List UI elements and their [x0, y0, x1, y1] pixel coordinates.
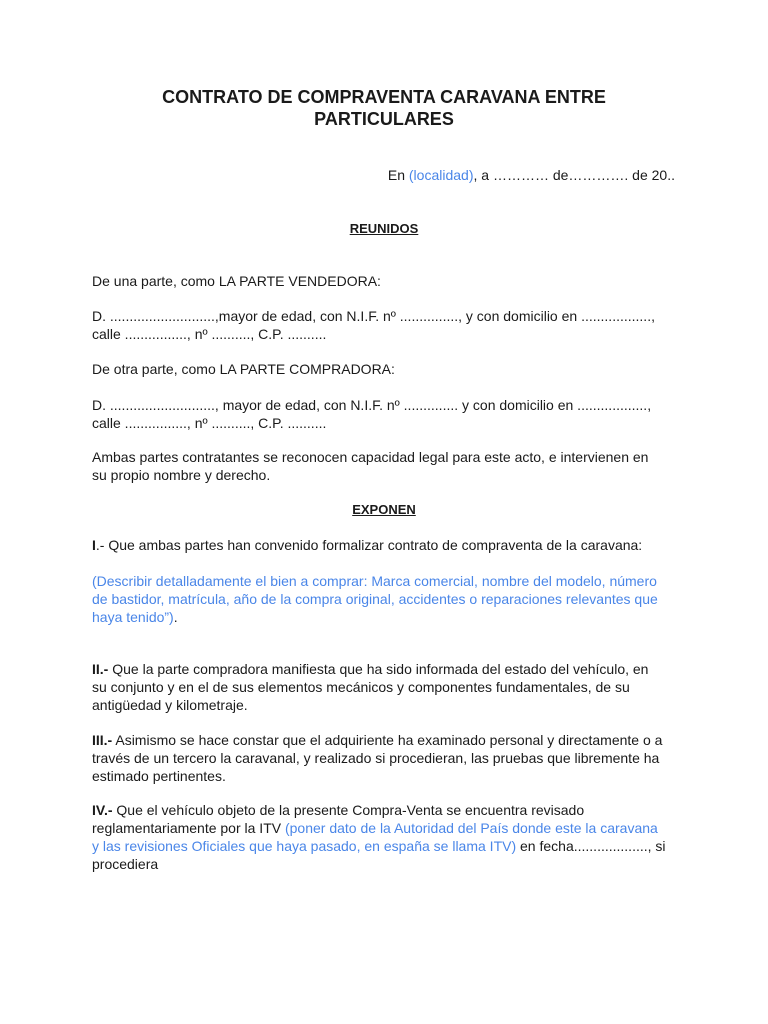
buyer-line-1: D. ..........................., mayor de edad, con N.I.F. nº .............. y con domicilio en ..................,	[92, 397, 652, 413]
clause-4-line-1: Que el vehículo objeto de la presente Compra-Venta se encuentra revisado	[112, 802, 585, 818]
clause-2	[92, 660, 676, 714]
clause-4-line-2-text: reglamentariamente por la ITV	[92, 820, 285, 836]
clause-1	[92, 536, 676, 554]
clause-2-line-1: Que la parte compradora manifiesta que ha sido informada del estado del vehículo, en	[108, 661, 649, 677]
locality-placeholder: (localidad)	[408, 167, 474, 183]
clause-4-line-3-text: en fecha..................., si	[516, 838, 666, 854]
clause-3-line-3: estimado pertinentes.	[92, 768, 226, 784]
date-prefix: En	[387, 167, 409, 183]
title-line-2: PARTICULARES	[314, 109, 454, 129]
seller-line-1: D. ...........................,mayor de edad, con N.I.F. nº ..............., y con domicilio en ..................,	[92, 308, 655, 324]
clause-2-line-3: antigüedad y kilometraje.	[92, 697, 248, 713]
capacity-line-2: su propio nombre y derecho.	[92, 467, 271, 483]
clause-4-line-3-hint: y las revisiones Oficiales que haya pasado, en españa se llama ITV)	[92, 838, 517, 854]
description-hint-line-1: (Describir detalladamente el bien a comprar: Marca comercial, nombre del modelo, número	[92, 573, 657, 589]
clause-4-line-4: procediera	[92, 856, 159, 872]
title-line-1: CONTRATO DE COMPRAVENTA CARAVANA ENTRE	[162, 87, 606, 107]
date-suffix: , a ………… de…………. de 20..	[473, 167, 675, 183]
clause-3-line-2: través de un tercero la caravanal, y realizado si procedieran, las pruebas que libremente ha	[92, 750, 660, 766]
buyer-intro: De otra parte, como LA PARTE COMPRADORA:	[92, 361, 395, 377]
reunidos-heading: REUNIDOS	[349, 221, 419, 236]
seller-details	[92, 307, 676, 343]
description-hint	[92, 572, 676, 626]
description-hint-end: .	[173, 609, 178, 625]
buyer-line-2: calle ................, nº .........., C.P. ..........	[92, 415, 327, 431]
clause-3-line-1: Asimismo se hace constar que el adquiriente ha examinado personal y directamente o a	[112, 732, 663, 748]
clause-1-numeral: I	[92, 537, 96, 553]
clause-1-text: .- Que ambas partes han convenido formalizar contrato de compraventa de la caravana:	[95, 537, 643, 553]
capacity-statement	[92, 448, 676, 484]
capacity-line-1: Ambas partes contratantes se reconocen capacidad legal para este acto, e intervienen en	[92, 449, 649, 465]
clause-3-numeral: III.-	[92, 732, 113, 748]
clause-4-numeral: IV.-	[92, 802, 113, 818]
clause-4	[92, 801, 676, 873]
seller-intro: De una parte, como LA PARTE VENDEDORA:	[92, 273, 381, 289]
clause-4-line-2-hint: (poner dato de la Autoridad del País donde este la caravana	[284, 820, 658, 836]
clause-3	[92, 731, 676, 785]
exponen-heading: EXPONEN	[352, 502, 416, 517]
seller-line-2: calle ................, nº .........., C.P. ..........	[92, 326, 327, 342]
clause-2-line-2: su conjunto y en el de sus elementos mecánicos y componentes fundamentales, de su	[92, 679, 630, 695]
clause-2-numeral: II.-	[92, 661, 109, 677]
buyer-details	[92, 396, 676, 432]
document-title	[92, 86, 676, 130]
description-hint-line-2: de bastidor, matrícula, año de la compra original, accidentes o reparaciones relevantes que	[92, 591, 658, 607]
description-hint-line-3: haya tenido”)	[92, 609, 174, 625]
date-line	[388, 166, 675, 184]
